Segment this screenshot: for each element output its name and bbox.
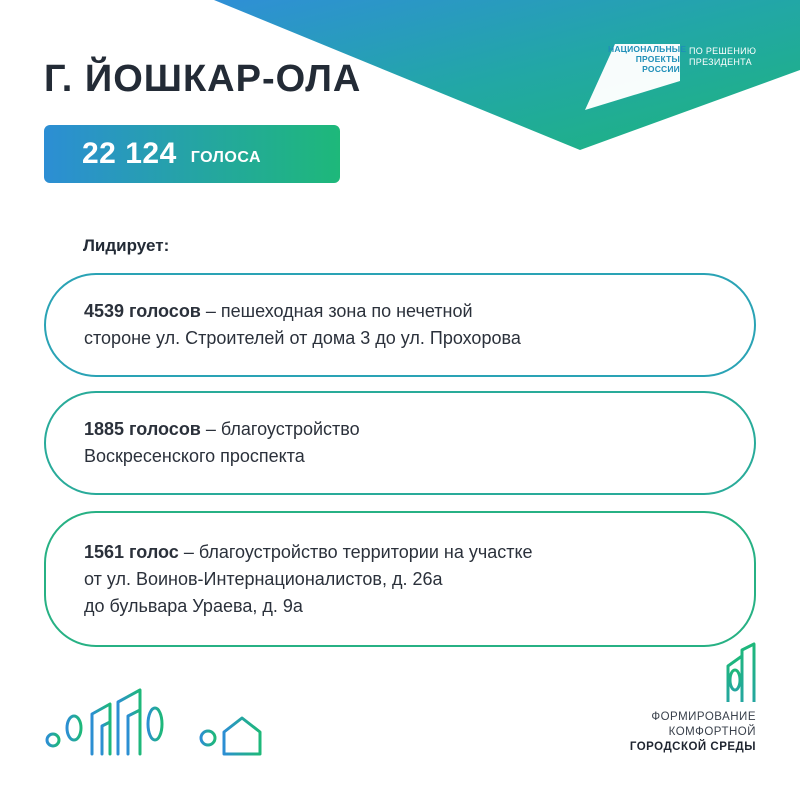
president-line-1: ПО РЕШЕНИЮ [689,46,757,56]
total-votes-unit: ГОЛОСА [190,149,262,166]
option-card-2 [44,391,756,495]
option-1-line-2: стороне ул. Строителей от дома 3 до ул. Прохорова [84,328,521,348]
option-3-line-2: от ул. Воинов-Интернационалистов, д. 26а [84,568,443,589]
total-votes-badge [44,125,340,183]
option-2-line-1: – благоустройство [205,419,360,439]
fks-line-3: ГОРОДСКОЙ СРЕДЫ [629,741,756,753]
fks-line-1: ФОРМИРОВАНИЕ [651,711,756,723]
np-line-1: НАЦИОНАЛЬНЫЕ [608,44,687,54]
fks-line-2: КОМФОРТНОЙ [668,726,756,738]
comfortable-urban-environment-logo-icon [724,642,756,704]
option-3-line-3: до бульвара Ураева, д. 9а [84,595,303,616]
option-2-votes: 1885 голосов [84,419,201,439]
np-line-2: ПРОЕКТЫ [635,54,680,64]
total-votes-number: 22 124 [82,137,177,170]
page-title: Г. ЙОШКАР-ОЛА [44,58,362,100]
option-1-line-1: – пешеходная зона по нечетной [205,301,473,321]
option-card-3 [44,511,756,647]
option-card-1 [44,273,756,377]
option-1-votes: 4539 голосов [84,301,201,321]
comfortable-urban-environment-logo-text [630,710,756,755]
option-3-votes: 1561 голос [84,541,179,562]
option-3-line-1: – благоустройство территории на участке [183,541,533,562]
np-line-3: РОССИИ [642,64,680,74]
national-projects-logo-text [608,44,687,74]
president-line-2: ПРЕЗИДЕНТА [689,57,752,67]
option-2-line-2: Воскресенского проспекта [84,446,305,466]
president-decision-text [689,46,779,68]
leader-label: Лидирует: [83,236,170,255]
city-skyline-icon [44,680,264,760]
